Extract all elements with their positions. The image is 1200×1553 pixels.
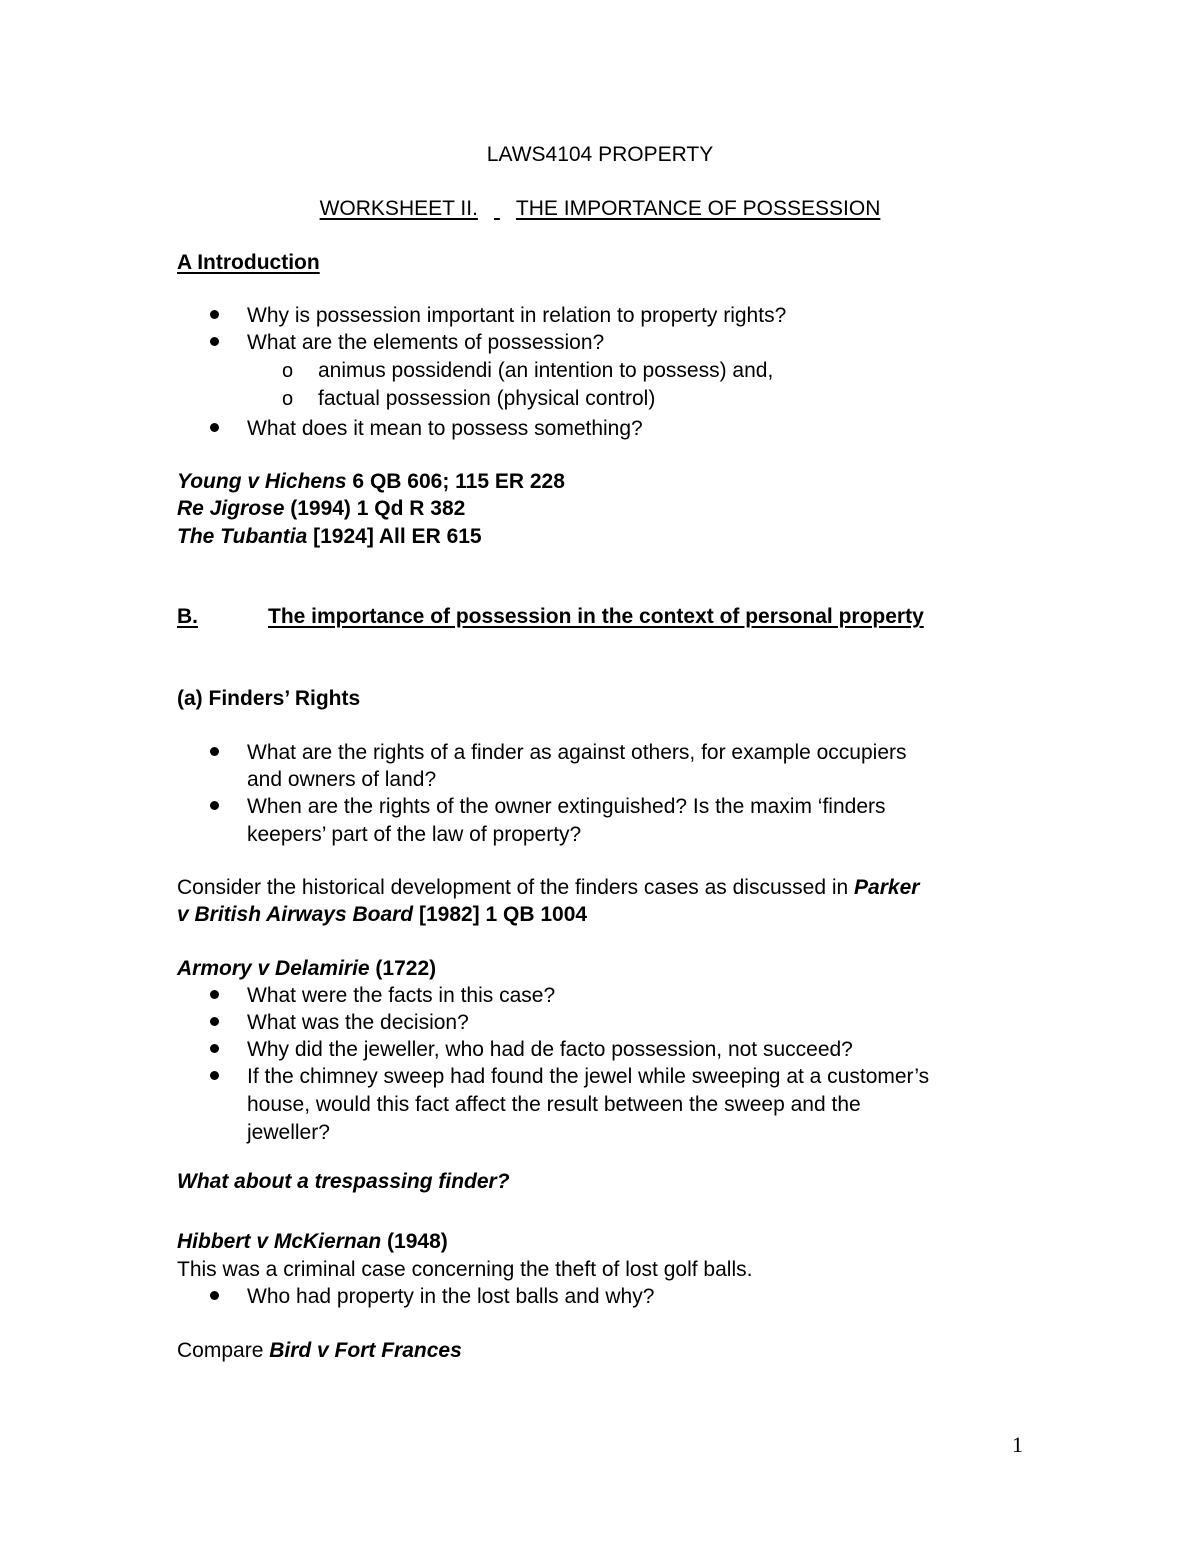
case-citation <box>177 470 565 494</box>
section-b-heading <box>177 605 924 629</box>
section-a-heading: A Introduction <box>177 251 320 274</box>
bullet-marker <box>210 1071 222 1083</box>
section-b-letter: B. <box>177 605 198 628</box>
case-name: Re Jigrose <box>177 497 285 520</box>
sub-list-item: animus possidendi (an intention to possess) and, <box>318 359 774 382</box>
list-item-line: When are the rights of the owner extinguished? Is the maxim ‘finders <box>247 795 886 818</box>
list-item: What does it mean to possess something? <box>247 417 643 440</box>
list-item-line: What are the rights of a finder as against others, for example occupiers <box>247 741 907 764</box>
list-item-line: If the chimney sweep had found the jewel while sweeping at a customer’s <box>247 1065 930 1088</box>
bullet-marker <box>210 1044 222 1056</box>
page-number: 1 <box>1012 1432 1023 1457</box>
worksheet-number: WORKSHEET II. <box>319 197 478 220</box>
case-cite: [1924] All ER 615 <box>307 525 482 548</box>
compare-line <box>177 1339 462 1363</box>
case-cite: 6 QB 606; 115 ER 228 <box>346 470 565 493</box>
sub-bullet-marker: o <box>282 360 294 382</box>
list-item-line: jeweller? <box>247 1121 330 1144</box>
case-year: (1948) <box>381 1230 448 1253</box>
consider-text: Consider the historical development of the finders cases as discussed in <box>177 876 855 899</box>
list-item: What are the elements of possession? <box>247 331 605 354</box>
case-cite: [1982] 1 QB 1004 <box>413 903 588 926</box>
bullet-marker <box>210 1291 222 1303</box>
list-item: Why is possession important in relation to property rights? <box>247 304 787 327</box>
bullet-marker <box>210 423 222 435</box>
bullet-marker <box>210 747 222 759</box>
list-item: What was the decision? <box>247 1011 469 1034</box>
worksheet-name: THE IMPORTANCE OF POSSESSION <box>515 197 881 220</box>
list-item-line: house, would this fact affect the result between the sweep and the <box>247 1093 861 1116</box>
case-description: This was a criminal case concerning the theft of lost golf balls. <box>177 1258 753 1281</box>
case-citation <box>177 903 587 927</box>
case-name: Hibbert v McKiernan <box>177 1230 382 1253</box>
worksheet-gap <box>478 197 516 221</box>
list-item-line: and owners of land? <box>247 768 437 791</box>
case-year: (1722) <box>369 957 437 980</box>
list-item: Who had property in the lost balls and why? <box>247 1285 655 1308</box>
course-title: LAWS4104 PROPERTY <box>486 143 714 166</box>
case-name: Parker <box>854 876 920 899</box>
bullet-marker <box>210 310 222 322</box>
case-name: The Tubantia <box>177 525 308 548</box>
case-name: v British Airways Board <box>177 903 414 926</box>
compare-text: Compare <box>177 1339 270 1362</box>
bullet-marker <box>210 801 222 813</box>
list-item: What were the facts in this case? <box>247 984 556 1007</box>
list-item-line: keepers’ part of the law of property? <box>247 823 582 846</box>
trespassing-finder-question: What about a trespassing finder? <box>177 1170 510 1193</box>
case-citation <box>177 525 482 549</box>
case-name: Armory v Delamirie <box>177 957 370 980</box>
sub-bullet-marker: o <box>282 388 294 410</box>
case-name: Bird v Fort Frances <box>269 1339 462 1362</box>
consider-paragraph <box>177 876 919 900</box>
case-cite: (1994) 1 Qd R 382 <box>284 497 466 520</box>
worksheet-title <box>0 197 1200 221</box>
section-b-title: The importance of possession in the context of personal property <box>268 605 924 628</box>
bullet-marker <box>210 337 222 349</box>
bullet-marker <box>210 990 222 1002</box>
sub-list-item: factual possession (physical control) <box>318 387 656 410</box>
case-name: Young v Hichens <box>177 470 347 493</box>
finders-rights-heading: (a) Finders’ Rights <box>177 687 361 710</box>
list-item: Why did the jeweller, who had de facto possession, not succeed? <box>247 1038 853 1061</box>
case-citation <box>177 497 465 521</box>
case-heading <box>177 957 436 981</box>
case-heading <box>177 1230 448 1254</box>
bullet-marker <box>210 1017 222 1029</box>
